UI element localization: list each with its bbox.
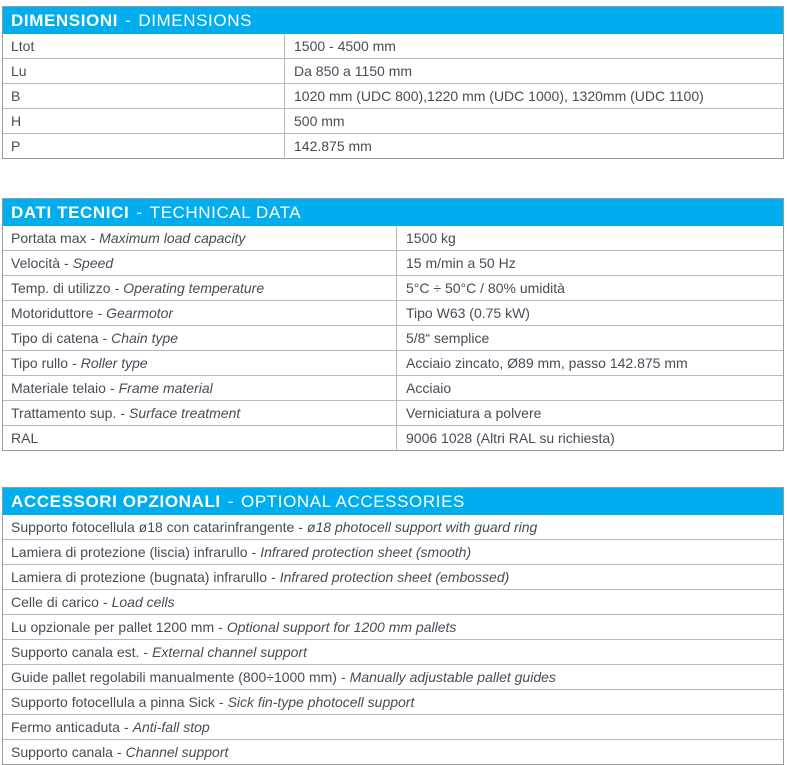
row-value: Verniciatura a polvere <box>396 401 783 425</box>
optional-accessories-table-header <box>3 488 783 515</box>
row-label <box>3 251 396 275</box>
row-label <box>3 715 783 739</box>
table-row <box>3 425 783 450</box>
label-separator: - <box>218 694 224 710</box>
table-row <box>3 83 783 108</box>
row-label <box>3 640 783 664</box>
label-separator: - <box>143 644 149 660</box>
row-label-italian: Tipo di catena <box>11 330 99 346</box>
row-label-italian: Portata max <box>11 230 87 246</box>
row-label-english: Channel support <box>125 744 229 760</box>
row-label <box>3 276 396 300</box>
row-label <box>3 615 783 639</box>
row-label-italian: Lamiera di protezione (bugnata) infrarullo <box>11 569 268 585</box>
table-row <box>3 714 783 739</box>
row-label-english: Anti-fall stop <box>132 719 210 735</box>
row-value: 1020 mm (UDC 800),1220 mm (UDC 1000), 1320mm (UDC 1100) <box>284 84 783 108</box>
row-label <box>3 690 783 714</box>
label-separator: - <box>90 230 96 246</box>
label-separator: - <box>120 405 125 421</box>
optional-accessories-table-rows <box>3 515 783 764</box>
row-value: 5°C ÷ 50°C / 80% umidità <box>396 276 783 300</box>
label-separator: - <box>340 669 346 685</box>
row-value: Acciaio <box>396 376 783 400</box>
table-row <box>3 564 783 589</box>
table-row <box>3 689 783 714</box>
row-label <box>3 301 396 325</box>
row-value: 9006 1028 (Altri RAL su richiesta) <box>396 426 783 450</box>
row-label-english: Chain type <box>111 330 179 346</box>
row-label: P <box>11 138 21 154</box>
table-row <box>3 350 783 375</box>
row-label: H <box>11 113 22 129</box>
row-label-english: Maximum load capacity <box>99 230 246 246</box>
row-label-italian: Guide pallet regolabili manualmente (800÷1000 mm) <box>11 669 337 685</box>
table-title-italian: ACCESSORI OPZIONALI <box>11 491 221 511</box>
dimensions-table-header <box>3 7 783 34</box>
row-label <box>3 401 396 425</box>
row-label-italian: Trattamento sup. <box>11 405 117 421</box>
optional-accessories-table <box>2 487 784 765</box>
row-label-italian: Lamiera di protezione (liscia) infrarullo <box>11 544 248 560</box>
title-separator: - <box>136 202 143 222</box>
row-value: Acciaio zincato, Ø89 mm, passo 142.875 mm <box>396 351 783 375</box>
row-label <box>3 351 396 375</box>
table-row <box>3 275 783 300</box>
row-value: 500 mm <box>284 109 783 133</box>
row-label-english: ø18 photocell support with guard ring <box>306 519 538 535</box>
row-label-italian: Velocità <box>11 255 61 271</box>
technical-data-table-header <box>3 199 783 226</box>
label-separator: - <box>116 744 122 760</box>
dimensions-table <box>2 6 784 159</box>
label-separator: - <box>97 305 103 321</box>
table-row <box>3 34 783 58</box>
label-separator: - <box>102 330 108 346</box>
row-label-english: Roller type <box>80 355 148 371</box>
technical-data-table-rows <box>3 226 783 450</box>
row-label <box>3 376 396 400</box>
row-value: Tipo W63 (0.75 kW) <box>396 301 783 325</box>
row-label-english: Speed <box>72 255 114 271</box>
table-row <box>3 639 783 664</box>
row-label-italian: Motoriduttore <box>11 305 94 321</box>
row-label <box>3 515 783 539</box>
table-title-english: OPTIONAL ACCESSORIES <box>241 491 465 511</box>
row-label: B <box>11 88 21 104</box>
table-row <box>3 664 783 689</box>
table-title-italian: DIMENSIONI <box>11 10 119 30</box>
label-separator: - <box>109 380 115 396</box>
table-row <box>3 133 783 158</box>
label-separator: - <box>251 544 257 560</box>
dimensions-table-rows <box>3 34 783 158</box>
row-value: Da 850 a 1150 mm <box>284 59 783 83</box>
row-value: 142.875 mm <box>284 134 783 158</box>
row-label <box>3 590 783 614</box>
title-separator: - <box>125 10 132 30</box>
row-label-english: Frame material <box>118 380 213 396</box>
label-separator: - <box>64 255 69 271</box>
table-row <box>3 614 783 639</box>
row-label-italian: Lu opzionale per pallet 1200 mm <box>11 619 215 635</box>
row-label-english: Sick fin-type photocell support <box>227 694 415 710</box>
table-title-italian: DATI TECNICI <box>11 202 130 222</box>
row-label <box>3 426 396 450</box>
table-row <box>3 250 783 275</box>
table-row <box>3 375 783 400</box>
label-separator: - <box>271 569 276 585</box>
table-row <box>3 108 783 133</box>
row-label-italian: Temp. di utilizzo <box>11 280 111 296</box>
row-label-italian: Materiale telaio <box>11 380 106 396</box>
row-label-english: Manually adjustable pallet guides <box>349 669 556 685</box>
row-label: Lu <box>11 63 27 79</box>
table-row <box>3 400 783 425</box>
row-label-english: External channel support <box>152 644 307 660</box>
row-label-italian: Fermo anticaduta <box>11 719 120 735</box>
row-label-italian: Supporto fotocellula ø18 con catarinfrangente <box>11 519 295 535</box>
row-label-italian: Supporto canala <box>11 744 113 760</box>
title-separator: - <box>227 491 235 511</box>
row-value: 1500 - 4500 mm <box>284 34 783 58</box>
row-label <box>3 226 396 250</box>
row-label-italian: Supporto fotocellula a pinna Sick <box>11 694 215 710</box>
table-row <box>3 58 783 83</box>
table-row <box>3 325 783 350</box>
row-label <box>3 665 783 689</box>
row-value: 1500 kg <box>396 226 783 250</box>
row-label-italian: Supporto canala est. <box>11 644 140 660</box>
row-label-english: Load cells <box>111 594 175 610</box>
row-label-english: Operating temperature <box>123 280 265 296</box>
table-row <box>3 300 783 325</box>
row-label-english: Gearmotor <box>106 305 174 321</box>
table-row <box>3 739 783 764</box>
label-separator: - <box>218 619 223 635</box>
row-label-english: Optional support for 1200 mm pallets <box>226 619 457 635</box>
label-separator: - <box>102 594 108 610</box>
row-label-italian: Tipo rullo <box>11 355 69 371</box>
row-label-english: Surface treatment <box>128 405 241 421</box>
label-separator: - <box>114 280 120 296</box>
table-row <box>3 589 783 614</box>
technical-data-table <box>2 198 784 451</box>
label-separator: - <box>72 355 77 371</box>
table-row <box>3 539 783 564</box>
row-label-english: Infrared protection sheet (smooth) <box>260 544 472 560</box>
row-label-italian: Celle di carico <box>11 594 99 610</box>
table-row <box>3 226 783 250</box>
row-value: 5/8“ semplice <box>396 326 783 350</box>
table-title-english: TECHNICAL DATA <box>149 202 302 222</box>
row-label-italian: RAL <box>11 430 39 446</box>
row-label <box>3 565 783 589</box>
table-row <box>3 515 783 539</box>
row-label: Ltot <box>11 38 35 54</box>
label-separator: - <box>298 519 303 535</box>
row-label <box>3 540 783 564</box>
table-title-english: DIMENSIONS <box>138 10 253 30</box>
row-label-english: Infrared protection sheet (embossed) <box>279 569 510 585</box>
label-separator: - <box>123 719 129 735</box>
row-label <box>3 326 396 350</box>
row-label <box>3 740 783 764</box>
row-value: 15 m/min a 50 Hz <box>396 251 783 275</box>
